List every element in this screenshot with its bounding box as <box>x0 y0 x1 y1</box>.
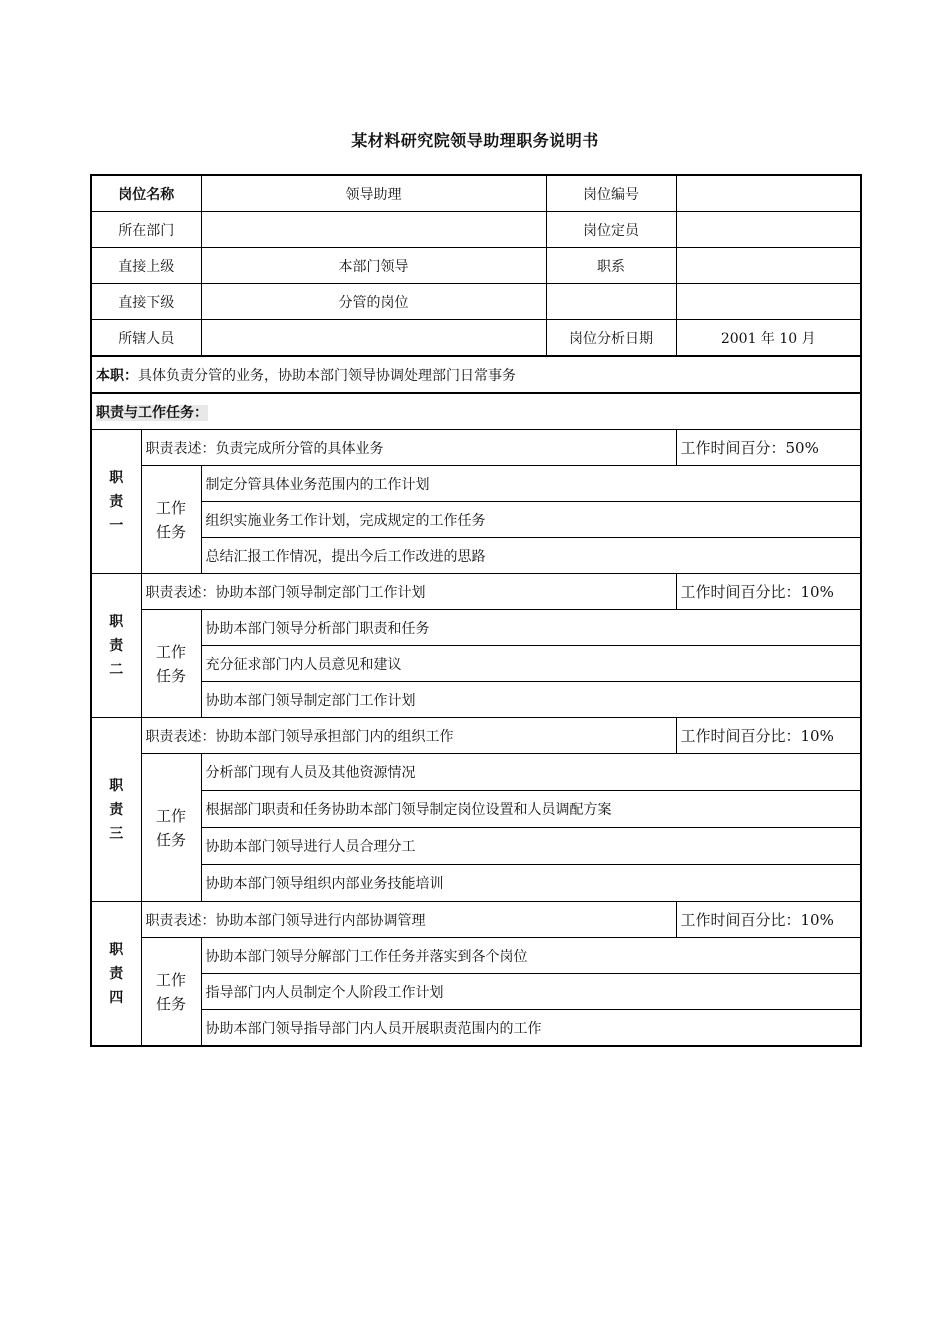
duty-3-task-row <box>91 828 861 865</box>
duty-1-task-row <box>91 502 861 538</box>
superior-label: 直接上级 <box>91 248 201 284</box>
info-row-2 <box>91 212 861 248</box>
duty-3-task-row <box>91 791 861 828</box>
duty-4-label: 职责四 <box>91 902 141 1047</box>
duty-4-task-row <box>91 1010 861 1047</box>
duty-3-task-4: 协助本部门领导组织内部业务技能培训 <box>201 865 861 902</box>
duty-2-task-2: 充分征求部门内人员意见和建议 <box>201 646 861 682</box>
duty-1-desc-row <box>91 430 861 466</box>
duty-3-task-1: 分析部门现有人员及其他资源情况 <box>201 754 861 791</box>
duty-3-label: 职责三 <box>91 718 141 902</box>
post-name-label: 岗位名称 <box>91 175 201 212</box>
duty-1-pct: 工作时间百分：50% <box>676 430 861 466</box>
info-row-4 <box>91 284 861 320</box>
duty-2-task-row <box>91 610 861 646</box>
duty-3-task-2: 根据部门职责和任务协助本部门领导制定岗位设置和人员调配方案 <box>201 791 861 828</box>
duty-2-task-1: 协助本部门领导分析部门职责和任务 <box>201 610 861 646</box>
duty-1-task-row <box>91 466 861 502</box>
duty-2-desc-row <box>91 574 861 610</box>
duty-2-task-3: 协助本部门领导制定部门工作计划 <box>201 682 861 718</box>
series-value <box>676 248 861 284</box>
info-row-3 <box>91 248 861 284</box>
document-title: 某材料研究院领导助理职务说明书 <box>351 131 599 150</box>
subordinate-label: 直接下级 <box>91 284 201 320</box>
duties-header: 职责与工作任务： <box>96 404 208 421</box>
duty-3-desc-row <box>91 718 861 754</box>
quota-label: 岗位定员 <box>546 212 676 248</box>
duty-2-task-label: 工作任务 <box>141 610 201 718</box>
date-label: 岗位分析日期 <box>546 320 676 357</box>
duty-2-pct: 工作时间百分比：10% <box>676 574 861 610</box>
duty-4-task-row <box>91 938 861 974</box>
duty-1-task-label: 工作任务 <box>141 466 201 574</box>
duty-4-desc-row <box>91 902 861 938</box>
post-name-value: 领导助理 <box>201 175 546 212</box>
info-row-5 <box>91 320 861 357</box>
dept-label: 所在部门 <box>91 212 201 248</box>
duty-3-task-row <box>91 754 861 791</box>
main-duty-text: 具体负责分管的业务，协助本部门领导协调处理部门日常事务 <box>138 367 516 384</box>
post-code-label: 岗位编号 <box>546 175 676 212</box>
duty-1-task-1: 制定分管具体业务范围内的工作计划 <box>201 466 861 502</box>
duty-3-task-label: 工作任务 <box>141 754 201 902</box>
duty-4-task-row <box>91 974 861 1010</box>
duties-header-row <box>91 393 861 430</box>
empty-cell <box>676 284 861 320</box>
duty-2-task-row <box>91 682 861 718</box>
duty-3-task-3: 协助本部门领导进行人员合理分工 <box>201 828 861 865</box>
empty-cell <box>546 284 676 320</box>
info-row-1 <box>91 175 861 212</box>
staff-label: 所辖人员 <box>91 320 201 357</box>
duty-1-task-row <box>91 538 861 574</box>
main-duty-cell <box>91 356 861 393</box>
duty-2-desc: 职责表述：协助本部门领导制定部门工作计划 <box>141 574 676 610</box>
post-code-value <box>676 175 861 212</box>
duty-4-task-2: 指导部门内人员制定个人阶段工作计划 <box>201 974 861 1010</box>
duty-3-pct: 工作时间百分比：10% <box>676 718 861 754</box>
staff-value <box>201 320 546 357</box>
job-description-table <box>90 174 862 1047</box>
duty-1-task-2: 组织实施业务工作计划，完成规定的工作任务 <box>201 502 861 538</box>
dept-value <box>201 212 546 248</box>
superior-value: 本部门领导 <box>201 248 546 284</box>
date-value: 2001 年 10 月 <box>676 320 861 357</box>
duty-4-task-1: 协助本部门领导分解部门工作任务并落实到各个岗位 <box>201 938 861 974</box>
duty-4-pct: 工作时间百分比：10% <box>676 902 861 938</box>
duty-1-task-3: 总结汇报工作情况，提出今后工作改进的思路 <box>201 538 861 574</box>
duty-3-desc: 职责表述：协助本部门领导承担部门内的组织工作 <box>141 718 676 754</box>
duty-4-task-label: 工作任务 <box>141 938 201 1047</box>
duty-2-label: 职责二 <box>91 574 141 718</box>
duty-3-task-row <box>91 865 861 902</box>
main-duty-label: 本职： <box>96 367 138 384</box>
duties-header-cell <box>91 393 861 430</box>
series-label: 职系 <box>546 248 676 284</box>
duty-1-desc: 职责表述：负责完成所分管的具体业务 <box>141 430 676 466</box>
main-duty-row <box>91 356 861 393</box>
duty-4-task-3: 协助本部门领导指导部门内人员开展职责范围内的工作 <box>201 1010 861 1047</box>
duty-4-desc: 职责表述：协助本部门领导进行内部协调管理 <box>141 902 676 938</box>
duty-2-task-row <box>91 646 861 682</box>
subordinate-value: 分管的岗位 <box>201 284 546 320</box>
quota-value <box>676 212 861 248</box>
duty-1-label: 职责一 <box>91 430 141 574</box>
